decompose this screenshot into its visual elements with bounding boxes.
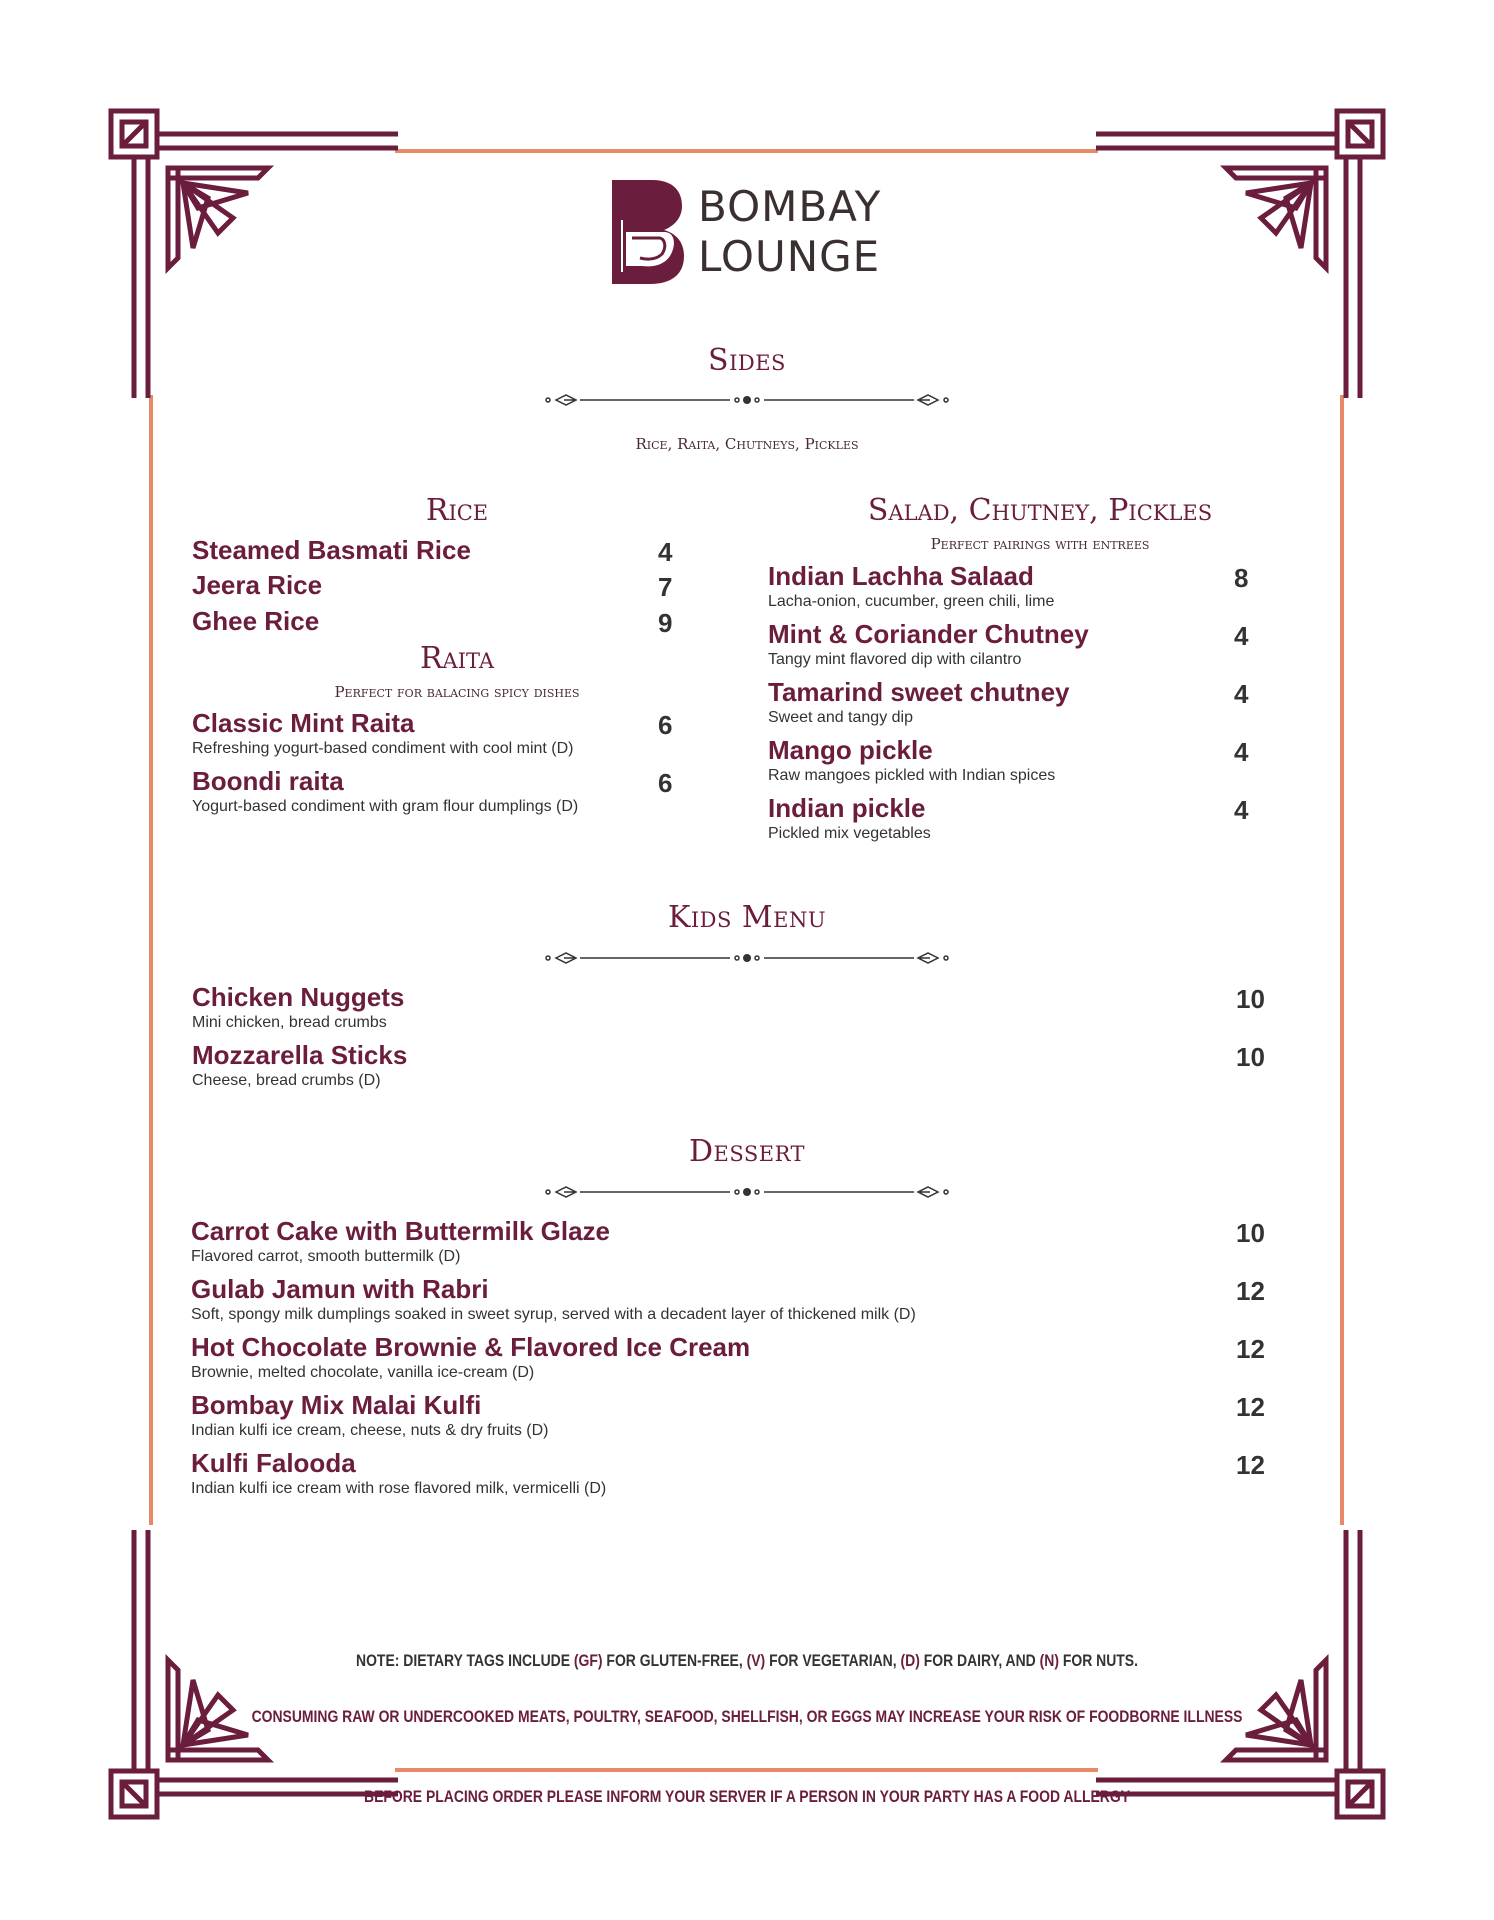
bombay-b-logo-icon <box>612 180 684 284</box>
item-price: 8 <box>1234 563 1249 593</box>
item-description: Refreshing yogurt-based condiment with cool mint (D) <box>192 740 574 757</box>
item-name: Indian pickle <box>768 793 926 823</box>
tag-v: (V) <box>746 1651 766 1670</box>
raita-subtitle: Perfect for balacing spicy dishes <box>334 683 580 701</box>
menu-item <box>768 793 931 845</box>
tag-gf: (GF) <box>573 1651 603 1670</box>
item-price: 4 <box>658 537 673 567</box>
menu-item <box>191 1332 750 1384</box>
menu-item <box>192 535 471 565</box>
brand-logo <box>612 180 881 284</box>
kids-divider <box>540 948 954 968</box>
item-price: 4 <box>1234 679 1249 709</box>
frame-right-line <box>1340 395 1344 1525</box>
menu-item <box>768 677 1070 729</box>
menu-item <box>192 982 404 1034</box>
item-description: Flavored carrot, smooth buttermilk (D) <box>191 1248 461 1265</box>
menu-item <box>192 570 322 600</box>
item-name: Gulab Jamun with Rabri <box>191 1274 489 1304</box>
item-name: Bombay Mix Malai Kulfi <box>191 1390 482 1420</box>
frame-bottom-line <box>395 1768 1098 1772</box>
item-name: Carrot Cake with Buttermilk Glaze <box>191 1216 610 1246</box>
item-price: 12 <box>1236 1334 1265 1364</box>
menu-item <box>768 735 1055 787</box>
item-price: 6 <box>658 710 673 740</box>
menu-item <box>192 708 574 760</box>
item-description: Tangy mint flavored dip with cilantro <box>768 651 1022 668</box>
tag-n: (N) <box>1039 1651 1059 1670</box>
brand-name <box>698 182 881 282</box>
item-description: Sweet and tangy dip <box>768 709 913 726</box>
kids-menu-title: Kids Menu <box>667 900 827 935</box>
item-price: 6 <box>658 768 673 798</box>
note-text: FOR DAIRY, AND <box>919 1651 1040 1670</box>
raw-food-warning: CONSUMING RAW OR UNDERCOOKED MEATS, POULTRY, SEAFOOD, SHELLFISH, OR EGGS MAY INCREASE YOUR RISK OF FOODBORNE ILLNESS <box>251 1707 1243 1726</box>
dessert-divider <box>540 1182 954 1202</box>
item-name: Jeera Rice <box>192 570 323 600</box>
item-price: 12 <box>1236 1450 1265 1480</box>
item-description: Indian kulfi ice cream with rose flavored milk, vermicelli (D) <box>191 1480 607 1497</box>
item-name: Classic Mint Raita <box>192 708 415 738</box>
allergy-warning: BEFORE PLACING ORDER PLEASE INFORM YOUR SERVER IF A PERSON IN YOUR PARTY HAS A FOOD ALLERGY <box>363 1787 1131 1806</box>
item-price: 12 <box>1236 1392 1265 1422</box>
menu-item <box>191 1390 548 1442</box>
raita-title: Raita <box>419 641 495 676</box>
item-description: Mini chicken, bread crumbs <box>192 1014 387 1031</box>
item-price: 4 <box>1234 795 1249 825</box>
item-price: 4 <box>1234 737 1249 767</box>
frame-left-line <box>149 395 153 1525</box>
salad-subtitle: Perfect pairings with entrees <box>930 535 1150 553</box>
brand-line-1: BOMBAY <box>698 182 882 231</box>
item-description: Soft, spongy milk dumplings soaked in sweet syrup, served with a decadent layer of thickened milk (D) <box>191 1306 916 1323</box>
item-price: 4 <box>1234 621 1249 651</box>
item-name: Tamarind sweet chutney <box>768 677 1070 707</box>
item-description: Yogurt-based condiment with gram flour dumplings (D) <box>192 798 579 815</box>
note-text: NOTE: DIETARY TAGS INCLUDE <box>356 1651 574 1670</box>
item-description: Pickled mix vegetables <box>768 825 931 842</box>
menu-item <box>191 1274 916 1326</box>
item-name: Hot Chocolate Brownie & Flavored Ice Cream <box>191 1332 751 1362</box>
item-price: 12 <box>1236 1276 1265 1306</box>
menu-item <box>192 766 578 818</box>
item-description: Cheese, bread crumbs (D) <box>192 1072 381 1089</box>
brand-line-2: LOUNGE <box>698 232 881 281</box>
item-name: Boondi raita <box>192 766 344 796</box>
item-name: Mint & Coriander Chutney <box>768 619 1089 649</box>
menu-item <box>191 1448 606 1500</box>
item-price: 10 <box>1236 1042 1265 1072</box>
item-name: Chicken Nuggets <box>192 982 405 1012</box>
note-text: FOR NUTS. <box>1058 1651 1138 1670</box>
menu-item <box>768 561 1054 613</box>
item-name: Kulfi Falooda <box>191 1448 356 1478</box>
menu-item <box>192 606 319 636</box>
item-name: Mozzarella Sticks <box>192 1040 408 1070</box>
menu-item <box>192 1040 407 1092</box>
dietary-note <box>134 1651 1359 1671</box>
item-price: 10 <box>1236 984 1265 1014</box>
item-name: Indian Lachha Salaad <box>768 561 1034 591</box>
item-name: Ghee Rice <box>192 606 320 636</box>
item-price: 7 <box>658 572 673 602</box>
item-description: Indian kulfi ice cream, cheese, nuts & dry fruits (D) <box>191 1422 549 1439</box>
rice-title: Rice <box>425 493 489 528</box>
sides-title: Sides <box>708 343 786 378</box>
item-price: 9 <box>658 608 673 638</box>
note-text: FOR GLUTEN-FREE, <box>602 1651 747 1670</box>
sides-divider <box>540 390 954 410</box>
item-description: Lacha-onion, cucumber, green chili, lime <box>768 593 1055 610</box>
menu-item <box>768 619 1089 671</box>
item-description: Raw mangoes pickled with Indian spices <box>768 767 1056 784</box>
dessert-title: Dessert <box>688 1134 806 1169</box>
item-name: Steamed Basmati Rice <box>192 535 471 565</box>
item-price: 10 <box>1236 1218 1265 1248</box>
frame-top-line <box>395 149 1098 153</box>
sides-subtitle: Rice, Raita, Chutneys, Pickles <box>635 435 859 453</box>
salad-title: Salad, Chutney, Pickles <box>867 493 1213 528</box>
menu-item <box>191 1216 610 1268</box>
item-description: Brownie, melted chocolate, vanilla ice-cream (D) <box>191 1364 535 1381</box>
note-text: FOR VEGETARIAN, <box>765 1651 901 1670</box>
tag-d: (D) <box>900 1651 920 1670</box>
item-name: Mango pickle <box>768 735 933 765</box>
